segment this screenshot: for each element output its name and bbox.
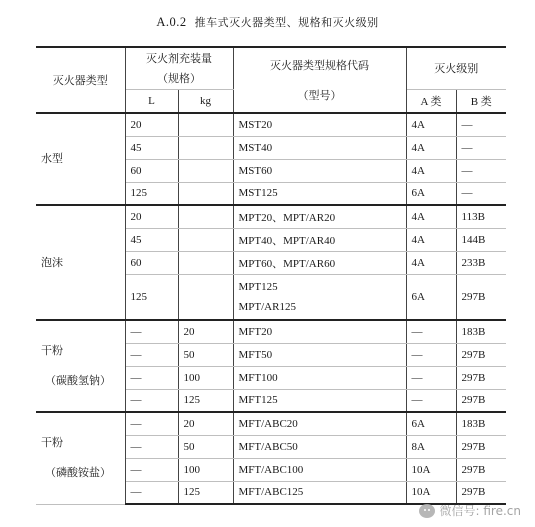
mass-kg-cell xyxy=(178,274,233,320)
mass-kg-cell xyxy=(178,228,233,251)
class-a-rating-cell: 4A xyxy=(406,113,456,136)
model-cell: MFT20 xyxy=(233,320,406,343)
header-rating: 灭火级别 xyxy=(406,47,506,89)
volume-l-cell: — xyxy=(125,320,178,343)
class-a-rating-cell: 4A xyxy=(406,159,456,182)
table-row xyxy=(36,113,506,136)
wechat-icon xyxy=(419,504,435,518)
table-row xyxy=(36,320,506,343)
volume-l-cell: 60 xyxy=(125,159,178,182)
model-cell: MPT60、MPT/AR60 xyxy=(233,251,406,274)
table-title xyxy=(0,14,535,30)
type-name: 水型 xyxy=(41,153,63,165)
class-b-rating-cell: — xyxy=(456,182,506,205)
volume-l-cell: 20 xyxy=(125,205,178,228)
class-b-rating-cell: 297B xyxy=(456,481,506,504)
model-cell: MST60 xyxy=(233,159,406,182)
class-a-rating-cell: 6A xyxy=(406,274,456,320)
model-cell: MFT125 xyxy=(233,389,406,412)
volume-l-cell: — xyxy=(125,435,178,458)
watermark-text: 微信号: fire.cn xyxy=(439,504,521,518)
class-b-rating-cell: 233B xyxy=(456,251,506,274)
class-a-rating-cell: 10A xyxy=(406,481,456,504)
mass-kg-cell xyxy=(178,251,233,274)
model-line2: MPT/AR125 xyxy=(238,300,296,313)
type-name: 干粉 xyxy=(41,437,63,450)
table-body xyxy=(36,113,506,504)
mass-kg-cell: 50 xyxy=(178,343,233,366)
mass-kg-cell: 20 xyxy=(178,320,233,343)
volume-l-cell: — xyxy=(125,458,178,481)
class-b-rating-cell: 297B xyxy=(456,389,506,412)
model-cell: MFT/ABC20 xyxy=(233,412,406,435)
table-number: A.0.2 xyxy=(156,15,187,29)
model-cell: MST40 xyxy=(233,136,406,159)
header-agent-amount xyxy=(125,47,233,89)
class-b-rating-cell: 297B xyxy=(456,435,506,458)
class-a-rating-cell: 4A xyxy=(406,205,456,228)
model-cell xyxy=(233,274,406,320)
class-b-rating-cell: 183B xyxy=(456,320,506,343)
mass-kg-cell xyxy=(178,113,233,136)
volume-l-cell: 20 xyxy=(125,113,178,136)
model-cell: MFT/ABC50 xyxy=(233,435,406,458)
class-b-rating-cell: 183B xyxy=(456,412,506,435)
model-cell: MPT40、MPT/AR40 xyxy=(233,228,406,251)
table-row xyxy=(36,205,506,228)
model-cell: MFT100 xyxy=(233,366,406,389)
volume-l-cell: — xyxy=(125,481,178,504)
volume-l-cell: — xyxy=(125,366,178,389)
volume-l-cell: 60 xyxy=(125,251,178,274)
type-subname: （磷酸铵盐） xyxy=(45,467,111,480)
volume-l-cell: 125 xyxy=(125,274,178,320)
table-row xyxy=(36,412,506,435)
type-cell xyxy=(36,205,125,320)
mass-kg-cell: 125 xyxy=(178,389,233,412)
class-b-rating-cell: — xyxy=(456,136,506,159)
mass-kg-cell xyxy=(178,136,233,159)
header-model-line1: 灭火器类型规格代码 xyxy=(270,60,369,72)
class-b-rating-cell: 297B xyxy=(456,343,506,366)
class-b-rating-cell: 144B xyxy=(456,228,506,251)
table-title-text: 推车式灭火器类型、规格和灭火级别 xyxy=(194,16,379,29)
volume-l-cell: — xyxy=(125,389,178,412)
class-b-rating-cell: 297B xyxy=(456,366,506,389)
header-model xyxy=(233,47,406,113)
volume-l-cell: — xyxy=(125,412,178,435)
volume-l-cell: 45 xyxy=(125,136,178,159)
volume-l-cell: — xyxy=(125,343,178,366)
header-unit-l: L xyxy=(125,89,178,113)
mass-kg-cell xyxy=(178,159,233,182)
extinguisher-table xyxy=(36,46,506,505)
type-cell xyxy=(36,412,125,504)
type-subname: （碳酸氢钠） xyxy=(45,375,111,387)
model-cell: MST20 xyxy=(233,113,406,136)
header-model-line2: （型号） xyxy=(297,90,342,102)
class-a-rating-cell: 6A xyxy=(406,412,456,435)
class-a-rating-cell: — xyxy=(406,366,456,389)
volume-l-cell: 125 xyxy=(125,182,178,205)
class-a-rating-cell: 4A xyxy=(406,228,456,251)
class-b-rating-cell: — xyxy=(456,159,506,182)
mass-kg-cell xyxy=(178,205,233,228)
class-a-rating-cell: 6A xyxy=(406,182,456,205)
mass-kg-cell xyxy=(178,182,233,205)
mass-kg-cell: 50 xyxy=(178,435,233,458)
mass-kg-cell: 100 xyxy=(178,366,233,389)
class-a-rating-cell: 4A xyxy=(406,251,456,274)
type-name: 干粉 xyxy=(41,345,63,357)
class-b-rating-cell: 113B xyxy=(456,205,506,228)
header-agent-amount-line2: （规格） xyxy=(157,73,201,86)
class-a-rating-cell: 10A xyxy=(406,458,456,481)
type-cell xyxy=(36,113,125,205)
class-a-rating-cell: — xyxy=(406,343,456,366)
model-cell: MFT/ABC100 xyxy=(233,458,406,481)
model-cell: MFT50 xyxy=(233,343,406,366)
header-agent-amount-line1: 灭火剂充装量 xyxy=(146,53,212,66)
mass-kg-cell: 20 xyxy=(178,412,233,435)
model-cell: MST125 xyxy=(233,182,406,205)
class-b-rating-cell: 297B xyxy=(456,458,506,481)
header-class-a: A 类 xyxy=(406,89,456,113)
header-class-b: B 类 xyxy=(456,89,506,113)
class-b-rating-cell: 297B xyxy=(456,274,506,320)
model-cell: MPT20、MPT/AR20 xyxy=(233,205,406,228)
header-unit-kg: kg xyxy=(178,89,233,113)
model-cell: MFT/ABC125 xyxy=(233,481,406,504)
mass-kg-cell: 100 xyxy=(178,458,233,481)
class-a-rating-cell: 4A xyxy=(406,136,456,159)
class-a-rating-cell: 8A xyxy=(406,435,456,458)
watermark xyxy=(419,502,522,519)
class-a-rating-cell: — xyxy=(406,389,456,412)
model-line1: MPT125 xyxy=(238,280,278,293)
class-b-rating-cell: — xyxy=(456,113,506,136)
header-type: 灭火器类型 xyxy=(36,47,125,113)
mass-kg-cell: 125 xyxy=(178,481,233,504)
type-name: 泡沫 xyxy=(41,256,63,269)
class-a-rating-cell: — xyxy=(406,320,456,343)
type-cell xyxy=(36,320,125,412)
volume-l-cell: 45 xyxy=(125,228,178,251)
